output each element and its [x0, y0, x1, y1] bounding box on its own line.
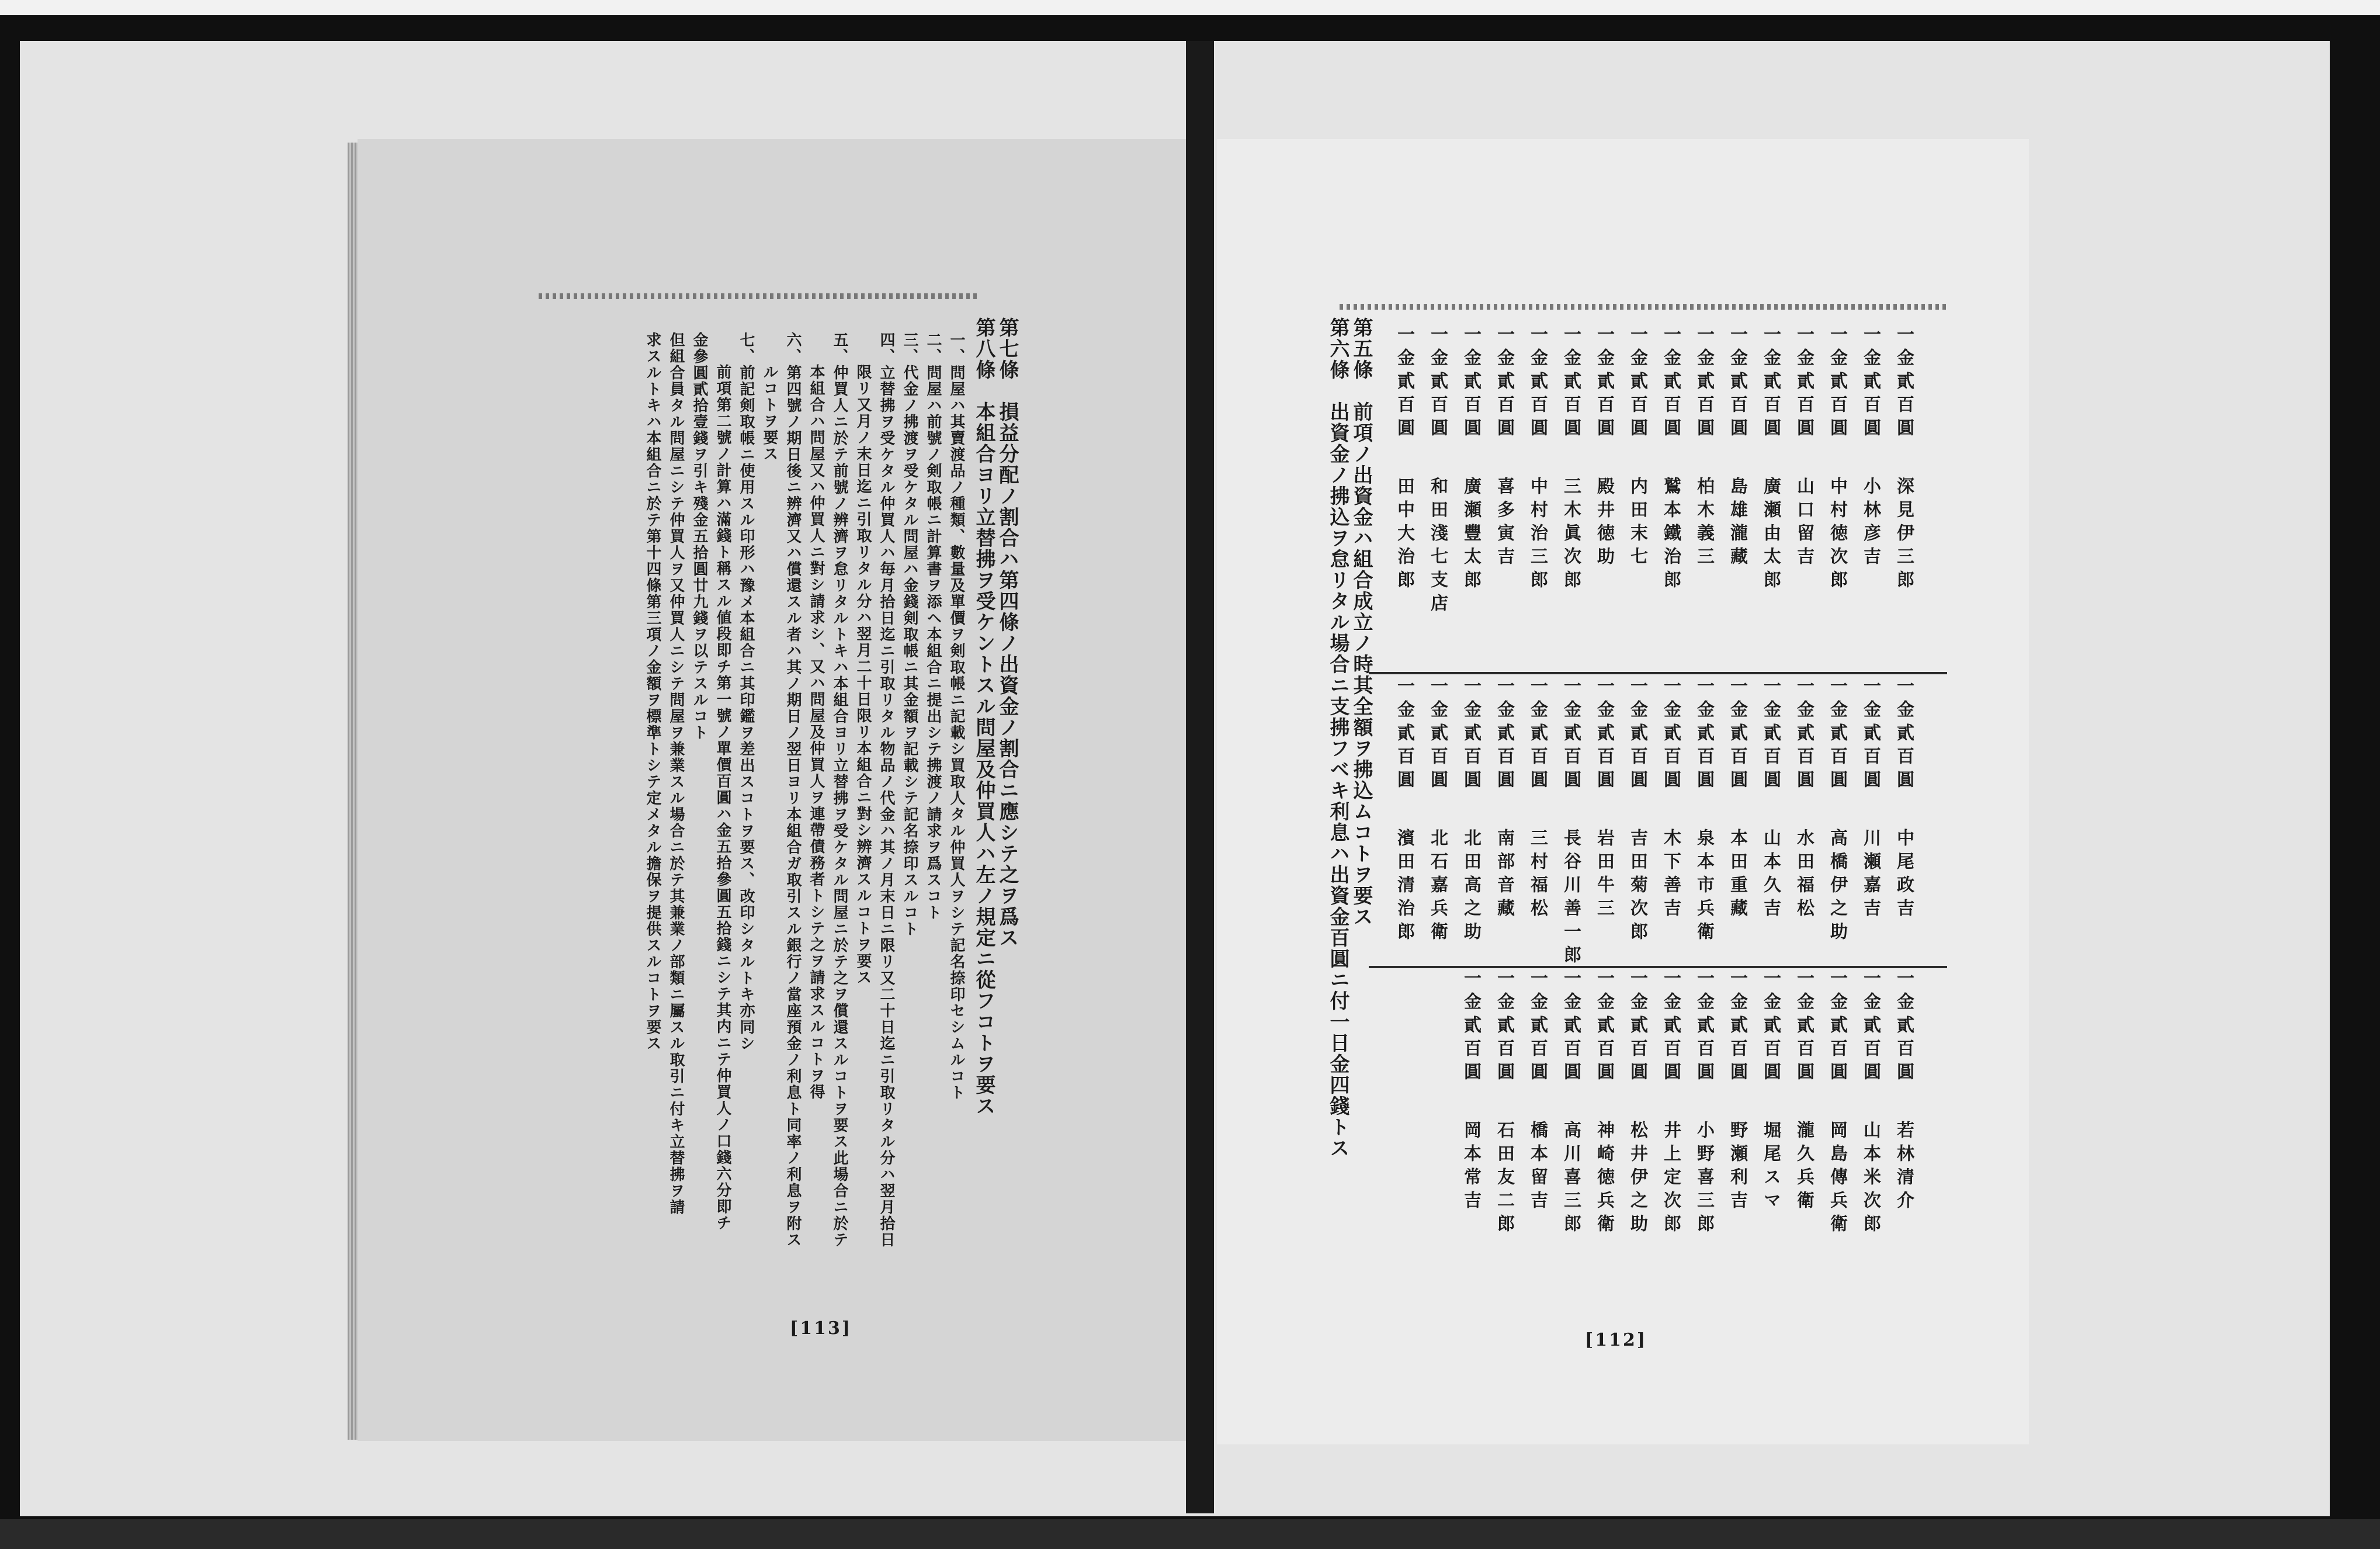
roster-amount: 一金貳百圓 [1893, 325, 1914, 442]
roster-name: 山口留吉 [1793, 477, 1814, 570]
roster-amount: 一金貳百圓 [1760, 325, 1781, 442]
roster-name: 山本米次郎 [1860, 1121, 1881, 1238]
roster-name: 柏木義三 [1694, 477, 1714, 570]
roster-name: 中村治三郎 [1527, 477, 1548, 594]
article-six: 第六條 出資金ノ拂込ヲ怠リタル場合ニ支拂フベキ利息ハ出資金百圓ニ付一日金四錢トス [1326, 317, 1349, 1159]
roster-name: 殿井徳助 [1594, 477, 1614, 570]
roster-amount: 一金貳百圓 [1860, 677, 1881, 793]
text-column: ルコトヲ要ス [761, 364, 778, 462]
roster-amount: 一金貳百圓 [1594, 677, 1614, 793]
page-number: [112] [1585, 1330, 1647, 1350]
roster-amount: 一金貳百圓 [1694, 325, 1714, 442]
right-page [1217, 139, 2029, 1444]
roster-name: 川瀬嘉吉 [1860, 829, 1881, 922]
wavy-rule [539, 293, 977, 299]
text-column: 金參圓貳拾壹錢ヲ引キ殘金五拾圓廿九錢ヲ以テスルコト [691, 332, 708, 741]
page-number: [113] [790, 1318, 852, 1339]
roster-amount: 一金貳百圓 [1427, 677, 1448, 793]
roster-name: 内田末七 [1627, 477, 1647, 570]
text-column: 第七條 損益分配ノ割合ハ第四條ノ出資金ノ割合ニ應シテ之ヲ爲ス [995, 317, 1019, 948]
roster-amount: 一金貳百圓 [1827, 677, 1847, 793]
roster-name: 小林彦吉 [1860, 477, 1881, 570]
roster-name: 橋本留吉 [1527, 1121, 1548, 1214]
text-column: 三、代金ノ拂渡ヲ受ケタル問屋ハ金錢剣取帳ニ其金額ヲ記載シテ記名捺印スルコト [901, 332, 918, 937]
roster-amount: 一金貳百圓 [1394, 325, 1414, 442]
roster-amount: 一金貳百圓 [1427, 325, 1448, 442]
roster-name: 北田高之助 [1460, 829, 1481, 945]
roster-name: 堀尾スマ [1760, 1121, 1781, 1214]
wavy-rule [1340, 304, 1947, 310]
roster-amount: 一金貳百圓 [1560, 677, 1581, 793]
roster-amount: 一金貳百圓 [1560, 325, 1581, 442]
section-divider [1369, 966, 1947, 968]
roster-name: 高川喜三郎 [1560, 1121, 1581, 1238]
roster-name: 石田友二郎 [1494, 1121, 1514, 1238]
roster-name: 三村福松 [1527, 829, 1548, 922]
viewer-top-strip [0, 0, 2380, 15]
roster-amount: 一金貳百圓 [1594, 325, 1614, 442]
roster-name: 廣瀬由太郎 [1760, 477, 1781, 594]
roster-name: 岡島傳兵衛 [1827, 1121, 1847, 1238]
roster-amount: 一金貳百圓 [1660, 969, 1681, 1086]
roster-name: 木下善吉 [1660, 829, 1681, 922]
roster-name: 本田重藏 [1727, 829, 1747, 922]
roster-name: 喜多寅吉 [1494, 477, 1514, 570]
roster-name: 岡本常吉 [1460, 1121, 1481, 1214]
roster-amount: 一金貳百圓 [1760, 969, 1781, 1086]
roster-name: 岩田牛三 [1594, 829, 1614, 922]
roster-amount: 一金貳百圓 [1793, 325, 1814, 442]
roster-amount: 一金貳百圓 [1727, 677, 1747, 793]
roster-amount: 一金貳百圓 [1394, 677, 1414, 793]
roster-amount: 一金貳百圓 [1793, 677, 1814, 793]
text-column: 限リ又月ノ末日迄ニ引取リタル分ハ翌月二十日限リ本組合ニ對シ辨濟スルコトヲ要ス [854, 364, 872, 986]
roster-amount: 一金貳百圓 [1460, 325, 1481, 442]
section-divider [1369, 672, 1947, 674]
roster-amount: 一金貳百圓 [1527, 325, 1548, 442]
roster-name: 小野喜三郎 [1694, 1121, 1714, 1238]
roster-amount: 一金貳百圓 [1793, 969, 1814, 1086]
text-column: 七、前記剣取帳ニ使用スル印形ハ豫メ本組合ニ其印鑑ヲ差出スコトヲ要ス、改印シタルトキ亦同シ [737, 332, 755, 1052]
roster-name: 高橋伊之助 [1827, 829, 1847, 945]
roster-name: 鷲本鐵治郎 [1660, 477, 1681, 594]
roster-amount: 一金貳百圓 [1494, 677, 1514, 793]
roster-amount: 一金貳百圓 [1694, 969, 1714, 1086]
roster-name: 中尾政吉 [1893, 829, 1914, 922]
text-column: 一、問屋ハ其賣渡品ノ種類、數量及單價ヲ剣取帳ニ記載シ買取人タル仲買人ヲシテ記名捺印セシムルコト [948, 332, 965, 1101]
roster-name: 吉田菊次郎 [1627, 829, 1647, 945]
text-column: 前項第二號ノ計算ハ滿錢ト稱スル値段即チ第一號ノ單價百圓ハ金五拾參圓五拾錢ニシテ其内ニテ仲買人ノ口錢六分即チ [714, 364, 731, 1231]
roster-amount: 一金貳百圓 [1627, 969, 1647, 1086]
roster-amount: 一金貳百圓 [1727, 969, 1747, 1086]
roster-name: 泉本市兵衛 [1694, 829, 1714, 945]
text-column: 四、立替拂ヲ受ケタル仲買人ハ毎月拾日迄ニ引取リタル物品ノ代金ハ其ノ月末日ニ限リ又二十日迄ニ引取リタル分ハ翌月拾日 [877, 332, 895, 1248]
roster-name: 田中大治郎 [1394, 477, 1414, 594]
text-column: 但組合員タル問屋ニシテ仲買人ヲ又仲買人ニシテ問屋ヲ兼業スル場合ニ於テ其兼業ノ部類ニ屬スル取引ニ付キ立替拂ヲ請 [667, 332, 685, 1215]
roster-name: 水田福松 [1793, 829, 1814, 922]
text-column: 第八條 本組合ヨリ立替拂ヲ受ケントスル問屋及仲買人ハ左ノ規定ニ從フコトヲ要ス [972, 317, 995, 1117]
roster-amount: 一金貳百圓 [1627, 325, 1647, 442]
roster-name: 北石嘉兵衛 [1427, 829, 1448, 945]
roster-amount: 一金貳百圓 [1827, 325, 1847, 442]
roster-amount: 一金貳百圓 [1827, 969, 1847, 1086]
book-gutter [1186, 41, 1214, 1513]
roster-name: 山本久吉 [1760, 829, 1781, 922]
roster-amount: 一金貳百圓 [1460, 969, 1481, 1086]
roster-amount: 一金貳百圓 [1660, 325, 1681, 442]
roster-name: 長谷川善一郎 [1560, 829, 1581, 969]
roster-amount: 一金貳百圓 [1527, 969, 1548, 1086]
roster-name: 若林清介 [1893, 1121, 1914, 1214]
viewer-bottom-strip [0, 1519, 2380, 1549]
left-page [358, 139, 1186, 1441]
text-column: 求スルトキハ本組合ニ於テ第十四條第三項ノ金額ヲ標準トシテ定メタル擔保ヲ提供スルコトヲ要ス [644, 332, 661, 1052]
roster-amount: 一金貳百圓 [1760, 677, 1781, 793]
text-column: 本組合ハ問屋又ハ仲買人ニ對シ請求シ、又ハ問屋及仲買人ヲ連帶債務者トシテ之ヲ請求スルコトヲ得 [807, 364, 825, 1100]
roster-amount: 一金貳百圓 [1860, 325, 1881, 442]
roster-name: 濱田清治郎 [1394, 829, 1414, 945]
roster-name: 三木眞次郎 [1560, 477, 1581, 594]
roster-name: 野瀬利吉 [1727, 1121, 1747, 1214]
roster-name: 和田淺七支店 [1427, 477, 1448, 617]
roster-amount: 一金貳百圓 [1893, 677, 1914, 793]
roster-name: 瀧久兵衛 [1793, 1121, 1814, 1214]
roster-name: 深見伊三郎 [1893, 477, 1914, 594]
roster-amount: 一金貳百圓 [1694, 677, 1714, 793]
roster-name: 神崎徳兵衛 [1594, 1121, 1614, 1238]
roster-name: 井上定次郎 [1660, 1121, 1681, 1238]
roster-amount: 一金貳百圓 [1727, 325, 1747, 442]
roster-amount: 一金貳百圓 [1494, 969, 1514, 1086]
text-column: 五、仲買人ニ於テ前號ノ辨濟ヲ怠リタルトキハ本組合ヨリ立替拂ヲ受ケタル問屋ニ於テ之ヲ償還スルコトヲ要ス此場合ニ於テ [831, 332, 848, 1248]
roster-name: 島雄瀧藏 [1727, 477, 1747, 570]
roster-amount: 一金貳百圓 [1893, 969, 1914, 1086]
roster-name: 廣瀬豐太郎 [1460, 477, 1481, 594]
text-column: 二、問屋ハ前號ノ剣取帳ニ計算書ヲ添ヘ本組合ニ提出シテ拂渡ノ請求ヲ爲スコト [924, 332, 942, 921]
text-column: 六、第四號ノ期日後ニ辨濟又ハ償還スル者ハ其ノ期日ノ翌日ヨリ本組合ガ取引スル銀行ノ當座預金ノ利息ト同率ノ利息ヲ附ス [784, 332, 802, 1248]
roster-amount: 一金貳百圓 [1627, 677, 1647, 793]
roster-amount: 一金貳百圓 [1860, 969, 1881, 1086]
roster-amount: 一金貳百圓 [1494, 325, 1514, 442]
roster-name: 中村徳次郎 [1827, 477, 1847, 594]
roster-amount: 一金貳百圓 [1527, 677, 1548, 793]
roster-amount: 一金貳百圓 [1460, 677, 1481, 793]
roster-amount: 一金貳百圓 [1560, 969, 1581, 1086]
roster-name: 松井伊之助 [1627, 1121, 1647, 1238]
article-five: 第五條 前項ノ出資金ハ組合成立ノ時其全額ヲ拂込ムコトヲ要ス [1349, 317, 1373, 927]
roster-name: 南部音藏 [1494, 829, 1514, 922]
roster-amount: 一金貳百圓 [1660, 677, 1681, 793]
roster-amount: 一金貳百圓 [1594, 969, 1614, 1086]
